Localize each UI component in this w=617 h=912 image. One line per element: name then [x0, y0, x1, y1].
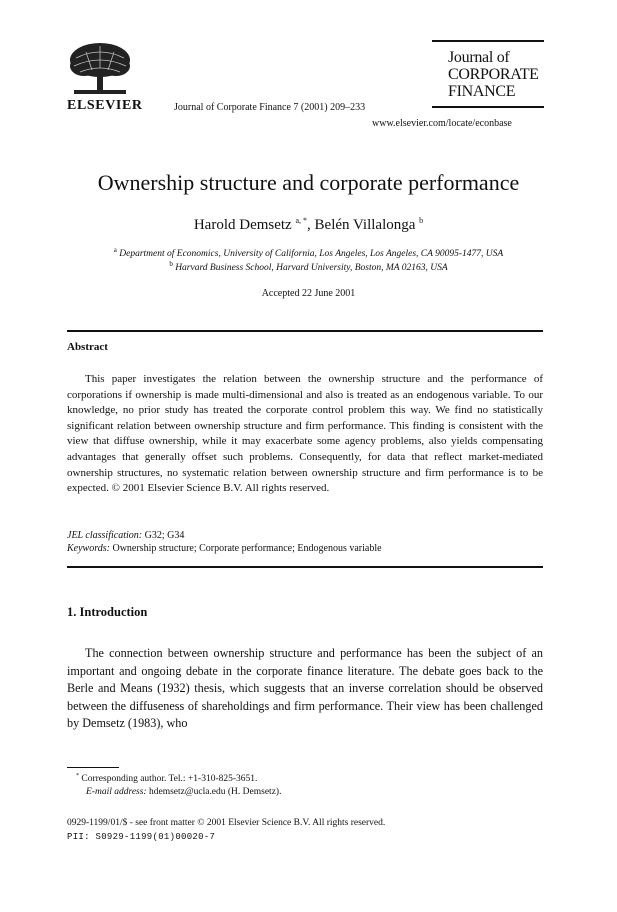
footnote-text: Corresponding author. Tel.: +1-310-825-3651. — [81, 774, 258, 784]
footnote-email — [86, 787, 281, 797]
copyright-line: 0929-1199/01/$ - see front matter © 2001 Elsevier Science B.V. All rights reserved. — [67, 818, 386, 828]
affiliation-text: Department of Economics, University of California, Los Angeles, Los Angeles, CA 90095-1477, USA — [119, 249, 504, 259]
email-value: hdemsetz@ucla.edu (H. Demsetz). — [146, 787, 282, 797]
journal-url-link[interactable]: www.elsevier.com/locate/econbase — [372, 118, 512, 129]
affiliation-mark: b — [169, 260, 173, 268]
divider — [67, 330, 543, 332]
keywords — [67, 543, 382, 554]
pii-line: PII: S0929-1199(01)00020-7 — [67, 832, 216, 842]
affiliation-text: Harvard Business School, Harvard University, Boston, MA 02163, USA — [175, 263, 448, 273]
footnote-mark: * — [76, 773, 79, 779]
keywords-label: Keywords: — [67, 543, 110, 554]
journal-citation: Journal of Corporate Finance 7 (2001) 209–233 — [174, 102, 366, 113]
elsevier-tree-logo-icon — [66, 40, 134, 98]
footnote-divider — [67, 767, 119, 768]
affiliation-b — [0, 260, 617, 273]
abstract-heading: Abstract — [67, 341, 108, 353]
affiliation-mark: b — [419, 216, 424, 225]
author-name: Harold Demsetz — [193, 217, 292, 233]
divider — [67, 566, 543, 568]
jel-value: G32; G34 — [142, 530, 185, 541]
author-name: Belén Villalonga — [314, 217, 416, 233]
introduction-text: The connection between ownership structure and performance has been the subject of an important and ongoing debate in the corporate finance literature. The debate goes back to the Berle and Means (1932) thesis, which suggests that an inverse correlation should be observed between the diffuseness of shareholdings and firm performance. Their view has been challenged by Demsetz (1983), who — [67, 646, 543, 730]
journal-title-line: FINANCE — [448, 83, 516, 100]
affiliation-mark: a, * — [295, 216, 308, 225]
author-separator: , — [307, 217, 315, 233]
abstract-text: This paper investigates the relation between the ownership structure and the performance of corporations if ownership is made multi-dimensional and also is treated as an endogenous variable. To our knowledge, no prior study has treated the corporate control problem this way. We find no statistically significant relation between ownership structure and firm performance. This finding is consistent with the view that diffuse ownership, while it may exacerbate some agency problems, also yields compensating advantages that generally offset such problems. Consequently, for data that reflect market-mediated ownership structures, no systematic relation between ownership structure and firm performance is to be expected. © 2001 Elsevier Science B.V. All rights reserved. — [67, 373, 543, 495]
accepted-date: Accepted 22 June 2001 — [261, 288, 356, 299]
paper-title: Ownership structure and corporate performance — [97, 170, 520, 195]
email-label: E-mail address: — [86, 787, 147, 797]
author-list — [0, 216, 617, 234]
affiliation-a — [0, 246, 617, 259]
jel-classification — [67, 530, 184, 541]
section-heading: 1. Introduction — [67, 605, 148, 619]
journal-title-line: Journal of — [448, 49, 510, 66]
affiliation-mark: a — [113, 246, 117, 254]
keywords-value: Ownership structure; Corporate performance; Endogenous variable — [109, 543, 382, 554]
jel-label: JEL classification: — [67, 530, 143, 541]
footnote-corresponding — [76, 773, 257, 784]
elsevier-logo-text: ELSEVIER — [67, 98, 143, 113]
journal-title — [448, 49, 539, 100]
journal-title-line: CORPORATE — [448, 66, 539, 83]
